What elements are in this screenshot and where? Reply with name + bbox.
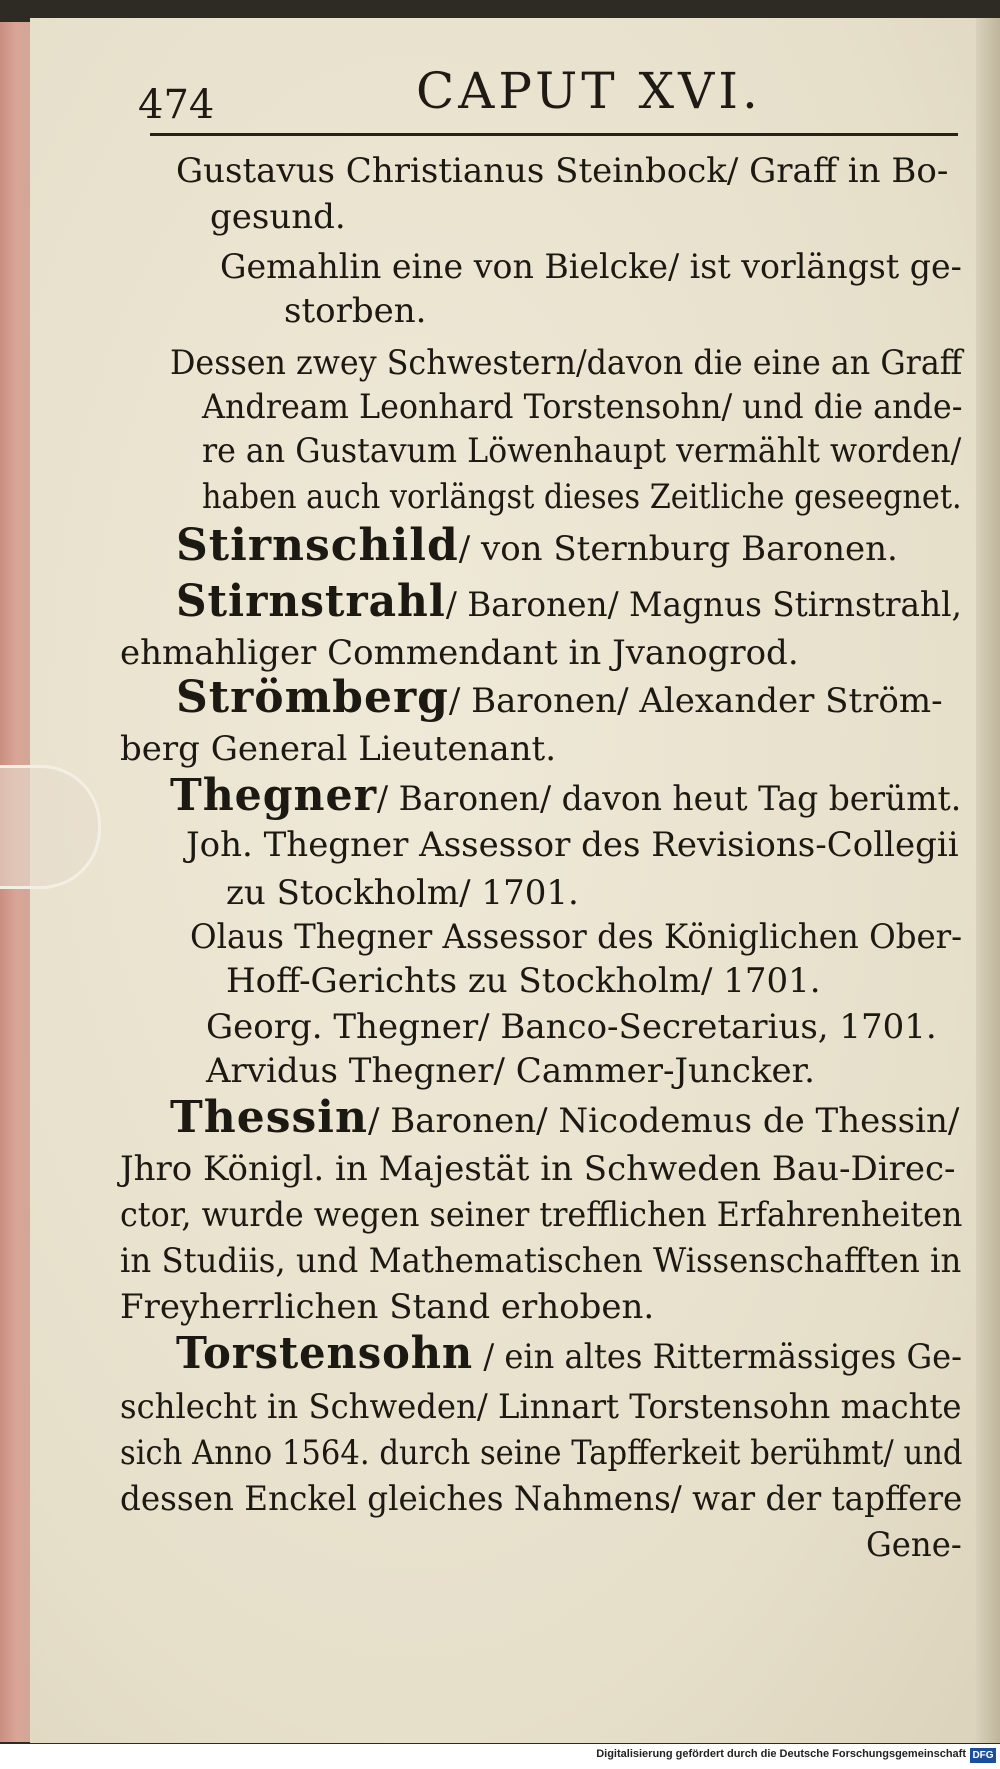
- text-line: zu Stockholm/ 1701.: [226, 873, 579, 913]
- text-line: Stirnstrahl/ Baronen/ Magnus Stirnstrahl,: [176, 576, 962, 627]
- text-line: berg General Lieutenant.: [120, 729, 557, 769]
- text-line: Olaus Thegner Assessor des Königlichen Ober-: [190, 917, 963, 957]
- digitization-footer: [0, 1744, 1000, 1769]
- text-line: gesund.: [210, 197, 346, 237]
- running-title: CAPUT XVI.: [416, 62, 762, 120]
- text-line: sich Anno 1564. durch seine Tapfferkeit berühmt/ und: [120, 1433, 963, 1473]
- text-line: Dessen zwey Schwestern/davon die eine an Graff: [170, 343, 963, 383]
- text-line: Gustavus Christianus Steinbock/ Graff in Bo-: [176, 151, 949, 191]
- text-line: Arvidus Thegner/ Cammer-Juncker.: [206, 1051, 815, 1091]
- header-rule: [150, 133, 958, 136]
- text-line: Gemahlin eine von Bielcke/ ist vorlängst ge-: [220, 247, 962, 287]
- text-line: storben.: [284, 291, 427, 331]
- text-line: Freyherrlichen Stand erhoben.: [120, 1287, 655, 1327]
- text-line: Hoff-Gerichts zu Stockholm/ 1701.: [226, 961, 821, 1001]
- text-line: Jhro Königl. in Majestät in Schweden Bau-Direc-: [120, 1149, 956, 1189]
- text-line: re an Gustavum Löwenhaupt vermählt worden/: [202, 431, 962, 471]
- text-line: ctor, wurde wegen seiner trefflichen Erfahrenheiten: [120, 1195, 963, 1235]
- text-line: Thessin/ Baronen/ Nicodemus de Thessin/: [170, 1092, 960, 1143]
- text-line: Stirnschild/ von Sternburg Baronen.: [176, 520, 898, 571]
- text-line: Georg. Thegner/ Banco-Secretarius, 1701.: [206, 1007, 937, 1047]
- text-line: dessen Enckel gleiches Nahmens/ war der tapffere: [120, 1479, 963, 1519]
- text-line: Torstensohn / ein altes Rittermässiges Ge-: [176, 1328, 962, 1379]
- page-edge-right: [976, 18, 1000, 1743]
- page-number: 474: [138, 82, 215, 128]
- text-line: Thegner/ Baronen/ davon heut Tag berümt.: [170, 770, 962, 821]
- text-line: ehmahliger Commendant in Jvanogrod.: [120, 633, 799, 673]
- text-line: schlecht in Schweden/ Linnart Torstensohn machte: [120, 1387, 962, 1427]
- catchword: Gene-: [866, 1525, 962, 1565]
- text-line: in Studiis, und Mathematischen Wissenschafften in: [120, 1241, 962, 1281]
- text-line: haben auch vorlängst dieses Zeitliche geseegnet.: [202, 477, 962, 517]
- page-header: [138, 62, 958, 128]
- text-line: Joh. Thegner Assessor des Revisions-Collegii: [186, 825, 959, 865]
- text-line: Andream Leonhard Torstensohn/ und die ande-: [202, 387, 963, 427]
- footer-credit: Digitalisierung gefördert durch die Deutsche Forschungsgemeinschaft: [596, 1748, 966, 1760]
- dfg-logo-icon: DFG: [970, 1748, 996, 1763]
- text-line: Strömberg/ Baronen/ Alexander Ström-: [176, 672, 943, 723]
